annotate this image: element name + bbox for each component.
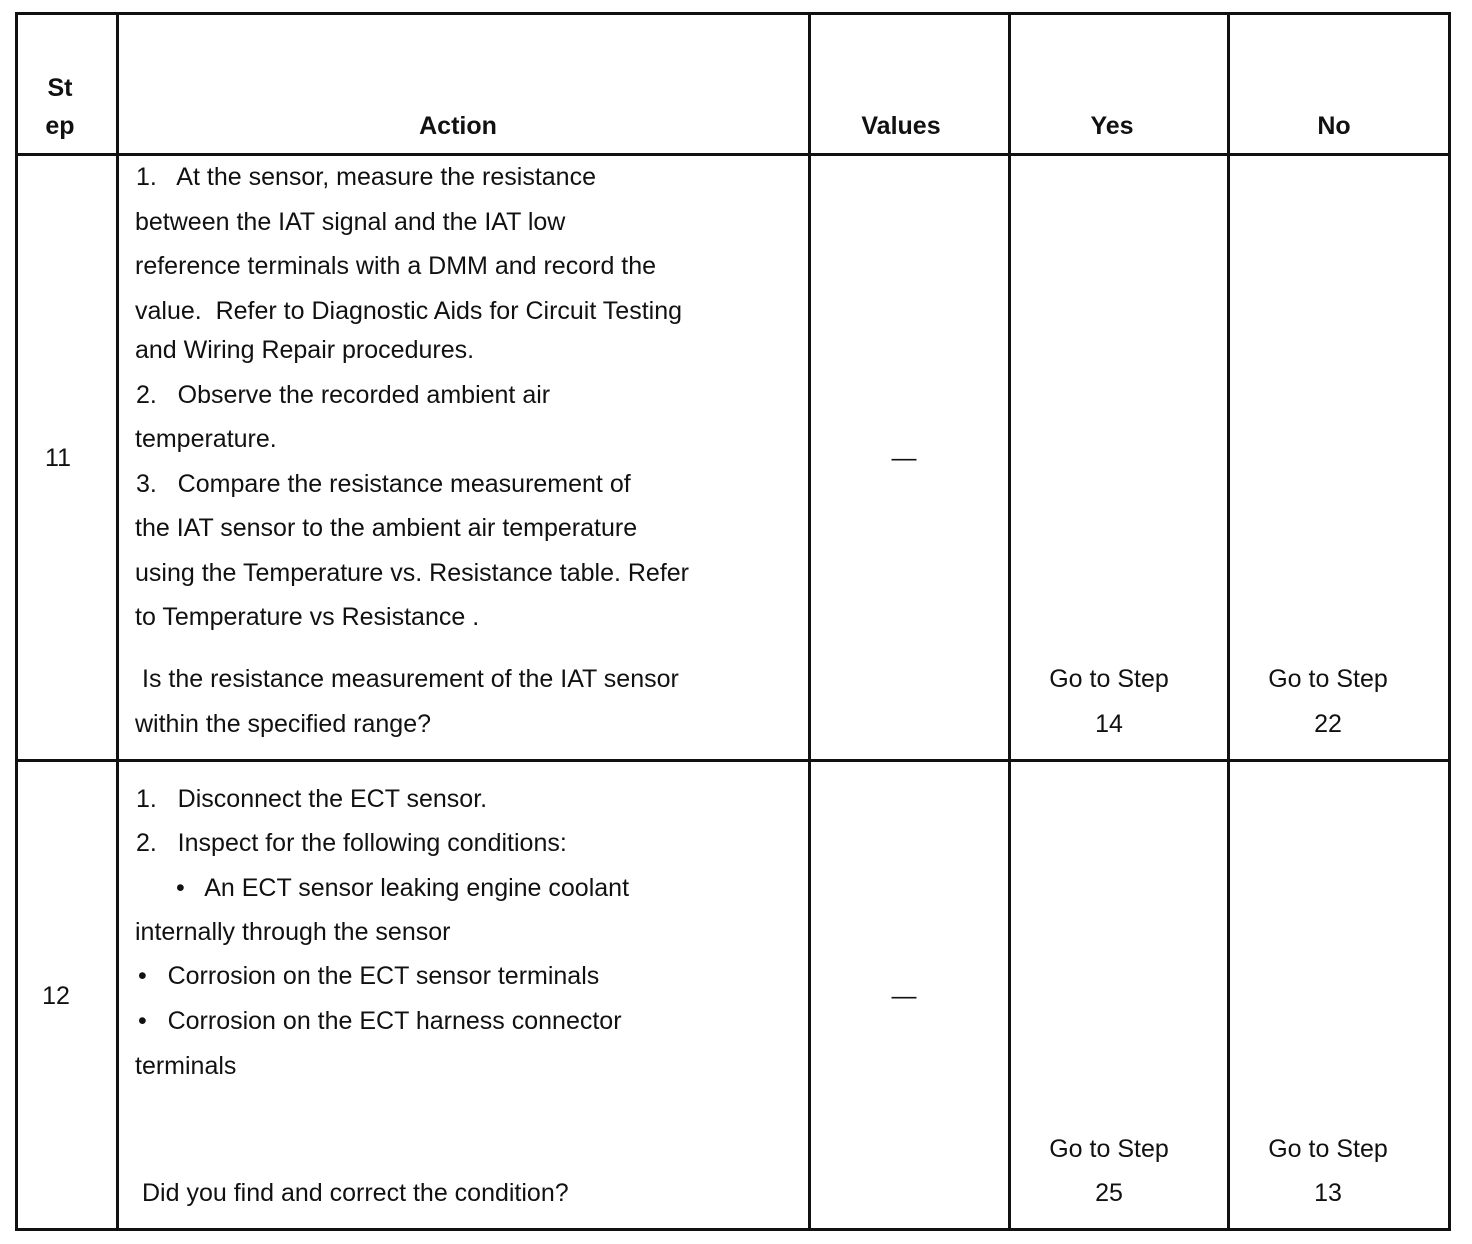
table-border-left <box>15 12 18 1231</box>
row-divider <box>15 759 1451 762</box>
action-line: internally through the sensor <box>135 918 451 946</box>
action-line: • Corrosion on the ECT sensor terminals <box>138 962 600 990</box>
question-line: Is the resistance measurement of the IAT sensor <box>142 665 679 693</box>
header-values: Values <box>861 112 941 140</box>
column-divider-action <box>808 12 811 1231</box>
action-line: 1. Disconnect the ECT sensor. <box>136 785 488 813</box>
values-cell: — <box>891 444 917 472</box>
action-line: 2. Observe the recorded ambient air <box>136 381 551 409</box>
action-line: • An ECT sensor leaking engine coolant <box>176 874 630 902</box>
question-line: Did you find and correct the condition? <box>142 1179 569 1207</box>
action-line: 1. At the sensor, measure the resistance <box>136 163 596 191</box>
table-border-top <box>15 12 1451 15</box>
step-number: 12 <box>42 982 70 1010</box>
question-line: within the specified range? <box>135 710 432 738</box>
action-line: value. Refer to Diagnostic Aids for Circuit Testing <box>135 297 683 325</box>
action-line: terminals <box>135 1052 237 1080</box>
yes-cell: Go to Step 25 <box>1049 1135 1169 1207</box>
step-number: 11 <box>45 444 71 472</box>
column-divider-yes <box>1227 12 1230 1231</box>
action-line: the IAT sensor to the ambient air temperature <box>135 514 638 542</box>
header-divider <box>15 153 1451 156</box>
action-line: temperature. <box>135 425 277 453</box>
action-line: and Wiring Repair procedures. <box>135 336 475 364</box>
action-line: • Corrosion on the ECT harness connector <box>138 1007 622 1035</box>
action-line: to Temperature vs Resistance . <box>135 603 480 631</box>
column-divider-step <box>116 12 119 1231</box>
action-line: between the IAT signal and the IAT low <box>135 208 566 236</box>
header-yes: Yes <box>1090 112 1134 140</box>
action-line: 3. Compare the resistance measurement of <box>136 470 631 498</box>
table-border-right <box>1448 12 1451 1231</box>
column-divider-values <box>1008 12 1011 1231</box>
header-no: No <box>1317 112 1351 140</box>
action-line: using the Temperature vs. Resistance table. Refer <box>135 559 689 587</box>
header-action: Action <box>419 112 497 140</box>
action-line: reference terminals with a DMM and record the <box>135 252 657 280</box>
table-border-bottom <box>15 1228 1451 1231</box>
action-line: 2. Inspect for the following conditions: <box>136 829 567 857</box>
no-cell: Go to Step 13 <box>1268 1135 1388 1207</box>
values-cell: — <box>891 982 917 1010</box>
yes-cell: Go to Step 14 <box>1049 665 1169 738</box>
header-step: St ep <box>45 74 75 140</box>
no-cell: Go to Step 22 <box>1268 665 1388 738</box>
